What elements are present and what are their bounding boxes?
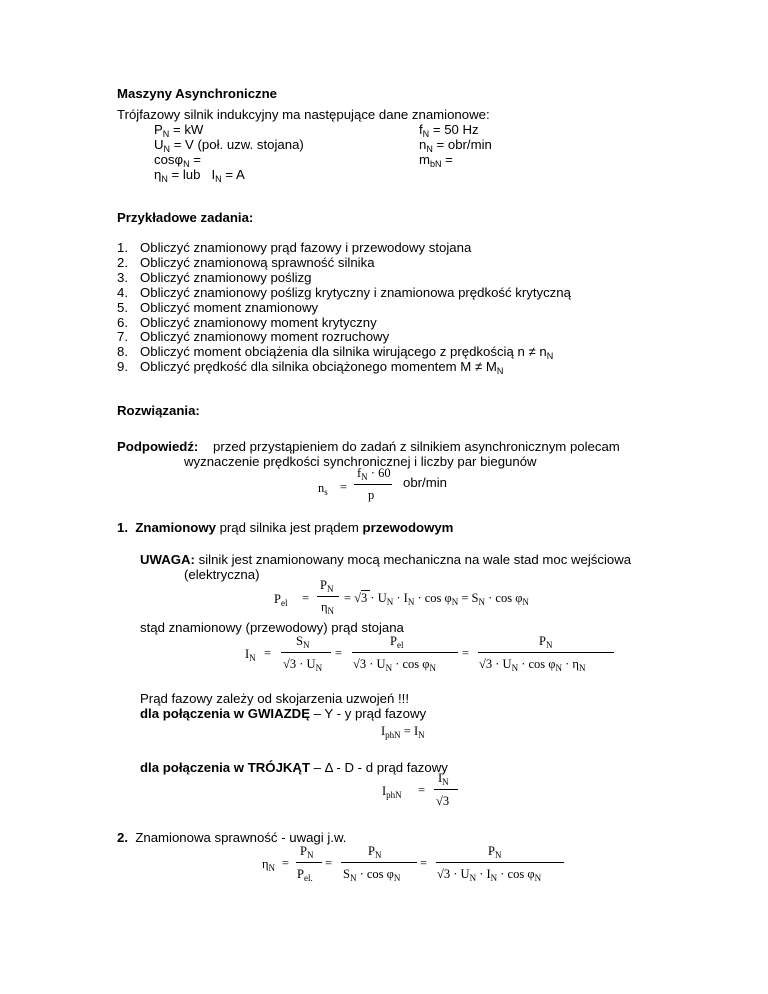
phase-note: Prąd fazowy zależy od skojarzenia uzwojeń !!! <box>140 691 410 706</box>
task-text: Obliczyć znamionowy prąd fazowy i przewodowy stojana <box>140 240 472 255</box>
uwaga-note: UWAGA: silnik jest znamionowany mocą mechaniczna na wale stad moc wejściowa <box>140 552 632 567</box>
hint-line-2: wyznaczenie prędkości synchronicznej i liczby par biegunów <box>184 454 537 469</box>
task-text: Obliczyć znamionową sprawność silnika <box>140 254 375 270</box>
task-text: Obliczyć moment obciążenia dla silnika wirującego z prędkością $n \ne n_N$ <box>140 344 554 362</box>
rated-pn: $P_N$ = kW <box>154 122 204 139</box>
section-1-heading: 1. Znamionowy prąd silnika jest prądem przewodowym <box>117 520 454 535</box>
uwaga-note-line-2: (elektryczna) <box>184 567 260 582</box>
task-number: 1. <box>117 240 128 255</box>
task-number: 7. <box>117 329 128 345</box>
rated-eta-in: $\eta_N$ = lub $I_N = A$ <box>154 167 245 184</box>
task-text: Obliczyć znamionowy moment krytyczny <box>140 314 377 330</box>
hint-label: Podpowiedź: <box>117 439 199 454</box>
task-text: Obliczyć znamionowy poślizg <box>140 269 312 285</box>
rated-mb: $m_{bN}$ = <box>419 152 453 169</box>
task-text: Obliczyć moment znamionowy <box>140 299 319 315</box>
formula-iph-star: $I_{phN} = I_N$ <box>381 724 425 740</box>
rated-un: $U_N = V$ (poł. uzw. stojana) <box>154 137 304 154</box>
task-number: 4. <box>117 284 128 300</box>
tasks-heading: Przykładowe zadania: <box>117 210 254 225</box>
task-number: 3. <box>117 269 128 285</box>
rated-nn: $n_N = obr/\min$ <box>419 137 492 154</box>
task-number: 8. <box>117 344 128 360</box>
task-text: Obliczyć znamionowy poślizg krytyczny i znamionowa prędkość krytyczną <box>140 284 571 300</box>
task-number: 5. <box>117 299 128 315</box>
rated-cos: cosφ$_N$ = <box>154 152 201 169</box>
rated-fn: $f_N = 50$ Hz <box>419 122 479 139</box>
task-number: 2. <box>117 254 128 270</box>
task-text: Obliczyć prędkość dla silnika obciążonego momentem $M \ne M_N$ <box>140 359 504 377</box>
solutions-heading: Rozwiązania: <box>117 403 200 418</box>
delta-connection: dla połączenia w TRÓJKĄT – Δ - D - d prąd fazowy <box>140 760 448 775</box>
stad-text: stąd znamionowy (przewodowy) prąd stojana <box>140 620 404 635</box>
task-number: 9. <box>117 359 128 375</box>
hint-line-1: przed przystąpieniem do zadań z silnikiem asynchronicznym polecam <box>213 439 620 454</box>
document-title: Maszyny Asynchroniczne <box>117 86 278 101</box>
task-number: 6. <box>117 314 128 330</box>
task-text: Obliczyć znamionowy moment rozruchowy <box>140 329 390 345</box>
section-2-heading: 2. Znamionowa sprawność - uwagi j.w. <box>117 830 347 845</box>
star-connection: dla połączenia w GWIAZDĘ – Y - y prąd fazowy <box>140 706 427 721</box>
intro-text: Trójfazowy silnik indukcyjny ma następujące dane znamionowe: <box>117 107 490 122</box>
